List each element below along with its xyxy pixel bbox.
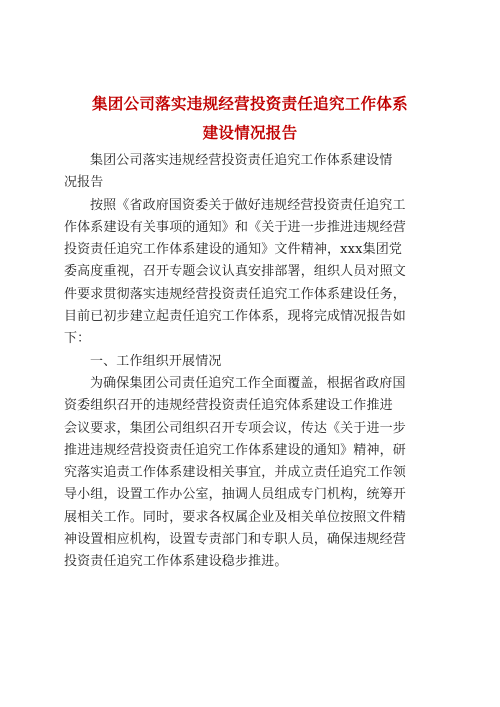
document-body bbox=[64, 150, 444, 574]
body-line: 目前已初步建立起责任追究工作体系，现将完成情况报告如 bbox=[64, 309, 406, 325]
body-line: 投资责任追究工作体系建设稳步推进。 bbox=[64, 554, 288, 570]
body-line: 集团公司落实违规经营投资责任追究工作体系建设情 bbox=[90, 153, 393, 168]
body-line: 资委组织召开的违规经营投资责任追究体系建设工作推进 bbox=[64, 398, 393, 414]
section-heading: 一、工作组织开展情况 bbox=[90, 353, 222, 369]
body-line: 究落实追责工作体系建设相关事宜，并成立责任追究工作领 bbox=[64, 465, 406, 481]
body-line: 况报告 bbox=[64, 175, 104, 191]
body-line: 投资责任追究工作体系建设的通知》文件精神，xxx集团党 bbox=[64, 242, 403, 258]
body-line: 推进违规经营投资责任追究工作体系建设的通知》精神，研 bbox=[64, 442, 406, 458]
body-line: 下： bbox=[64, 331, 91, 347]
body-line: 件要求贯彻落实违规经营投资责任追究工作体系建设任务， bbox=[64, 286, 406, 302]
body-line: 神设置相应机构，设置专责部门和专职人员，确保违规经营 bbox=[64, 532, 406, 548]
body-line: 委高度重视，召开专题会议认真安排部署，组织人员对照文 bbox=[64, 264, 406, 280]
document-title-line1: 集团公司落实违规经营投资责任追究工作体系 bbox=[91, 95, 408, 113]
body-line: 作体系建设有关事项的通知》和《关于进一步推进违规经营 bbox=[64, 219, 406, 235]
body-line: 为确保集团公司责任追究工作全面覆盖，根据省政府国 bbox=[90, 375, 406, 391]
body-line: 会议要求，集团公司组织召开专项会议，传达《关于进一步 bbox=[64, 420, 406, 436]
document-title-line2: 建设情况报告 bbox=[202, 124, 298, 142]
body-line: 按照《省政府国资委关于做好违规经营投资责任追究工 bbox=[90, 197, 406, 213]
body-line: 展相关工作。同时，要求各权属企业及相关单位按照文件精 bbox=[64, 509, 406, 525]
body-line: 导小组，设置工作办公室，抽调人员组成专门机构，统筹开 bbox=[64, 487, 406, 503]
